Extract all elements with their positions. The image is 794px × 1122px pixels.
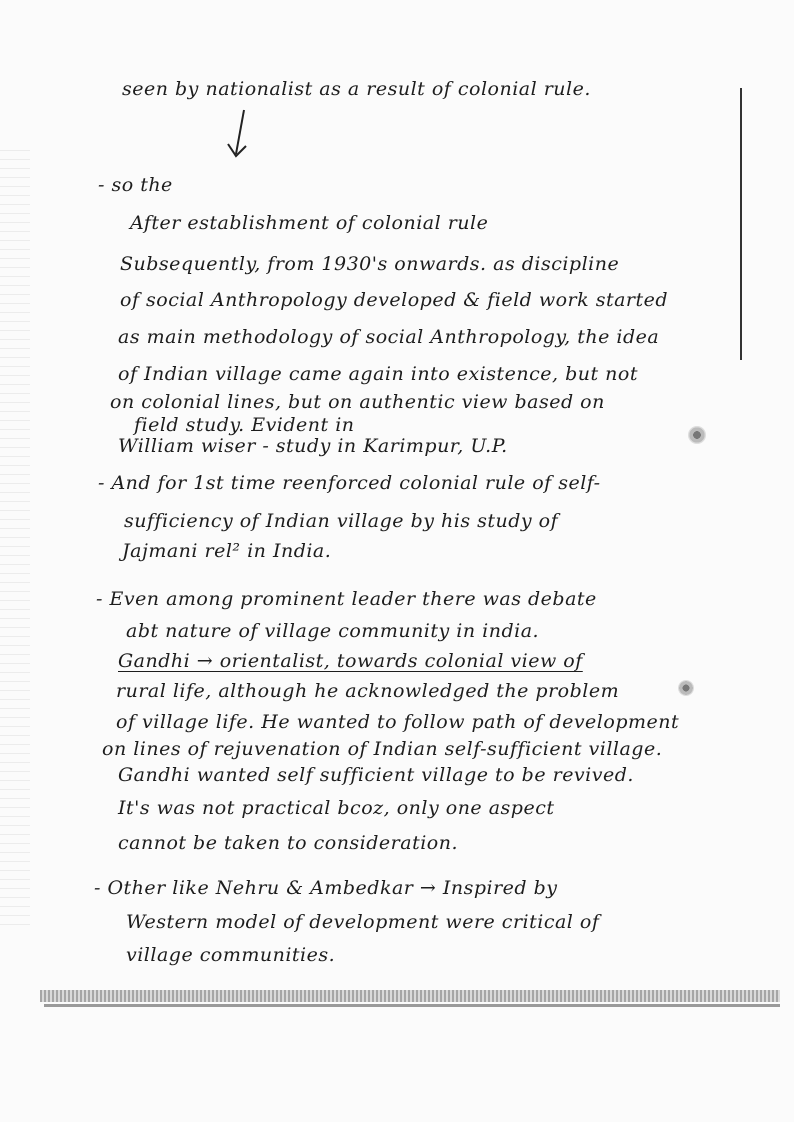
note-line-25: village communities. <box>126 944 336 966</box>
scan-noise <box>0 150 30 930</box>
note-line-23: - Other like Nehru & Ambedkar → Inspired by <box>94 877 558 899</box>
down-arrow-icon <box>222 108 262 164</box>
note-line-9: field study. Evident in <box>134 414 355 436</box>
note-line-6: as main methodology of social Anthropology, the idea <box>118 326 660 348</box>
note-line-1: seen by nationalist as a result of colonial rule. <box>122 78 591 100</box>
note-line-15: abt nature of village community in india. <box>126 620 540 642</box>
note-line-19: on lines of rejuvenation of Indian self-sufficient village. <box>102 738 663 760</box>
note-line-4: Subsequently, from 1930's onwards. as discipline <box>120 253 620 275</box>
note-line-10: William wiser - study in Karimpur, U.P. <box>118 435 508 457</box>
note-line-17: rural life, although he acknowledged the problem <box>116 680 620 702</box>
page-bottom-edge <box>40 990 780 1002</box>
note-line-20: Gandhi wanted self sufficient village to be revived. <box>118 764 634 786</box>
note-line-12: sufficiency of Indian village by his study of <box>124 510 559 532</box>
note-line-5: of social Anthropology developed & field work started <box>120 289 669 311</box>
note-line-16: Gandhi → orientalist, towards colonial view of <box>118 650 583 672</box>
hole-punch-mark <box>678 680 694 696</box>
note-line-24: Western model of development were critical of <box>126 911 600 933</box>
note-line-7: of Indian village came again into existence, but not <box>118 363 638 385</box>
note-line-14: - Even among prominent leader there was debate <box>96 588 597 610</box>
note-line-8: on colonial lines, but on authentic view based on <box>110 391 605 413</box>
note-line-18: of village life. He wanted to follow path of development <box>116 711 680 733</box>
note-line-11: - And for 1st time reenforced colonial rule of self- <box>98 472 601 494</box>
note-line-22: cannot be taken to consideration. <box>118 832 459 854</box>
page-bottom-shadow <box>44 1004 780 1007</box>
note-line-13: Jajmani rel² in India. <box>122 540 332 562</box>
margin-line <box>740 88 742 360</box>
note-line-3: After establishment of colonial rule <box>130 212 489 234</box>
note-line-21: It's was not practical bcoz, only one aspect <box>118 797 555 819</box>
hole-punch-mark <box>688 426 706 444</box>
note-line-2: - so the <box>98 174 173 196</box>
